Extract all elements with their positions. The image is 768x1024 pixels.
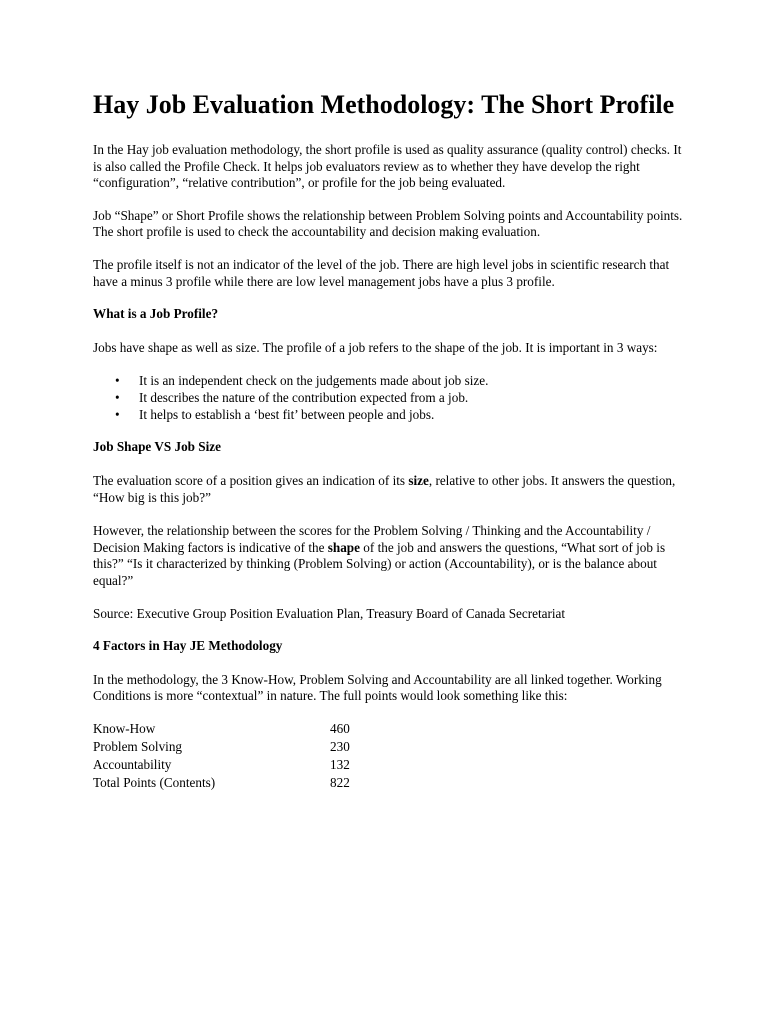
size-text-before: The evaluation score of a position gives an indication of its <box>93 472 409 488</box>
shape-text-after: of the job and answers the questions, “What sort of job is this?” “Is it characterized by thinking (Problem Solving) or action (Accountability), or is the balance about equal?” <box>93 539 666 588</box>
shape-paragraph <box>93 523 685 589</box>
shape-emphasis: shape <box>327 539 360 555</box>
size-emphasis: size <box>408 472 429 488</box>
four-factors-paragraph: In the methodology, the 3 Know-How, Problem Solving and Accountability are all linked together. Working Conditions is more “contextual” in nature. The full points would look something like this: <box>93 671 662 704</box>
intro-paragraph-1: In the Hay job evaluation methodology, the short profile is used as quality assurance (quality control) checks. It is also called the Profile Check. It helps job evaluators review as to whether they have develop the right “configuration”, “relative contribution”, or profile for the job being evaluated. <box>93 142 682 191</box>
list-item: • It is an independent check on the judgements made about job size. <box>93 372 685 389</box>
shape-text-before: However, the relationship between the scores for the Problem Solving / Thinking and the Accountability / Decision Making factors is indicative of the <box>93 523 651 555</box>
factor-label: Accountability <box>93 757 172 773</box>
list-item: • It helps to establish a ‘best fit’ between people and jobs. <box>93 406 685 423</box>
document-content <box>93 88 685 794</box>
section-heading-shape-vs-size: Job Shape VS Job Size <box>93 439 222 455</box>
list-item: • It describes the nature of the contribution expected from a job. <box>93 389 685 406</box>
intro-paragraph-3: The profile itself is not an indicator of the level of the job. There are high level jobs in scientific research that have a minus 3 profile while there are low level management jobs have a plus 3 profile. <box>93 256 670 289</box>
factor-label: Total Points (Contents) <box>93 775 216 791</box>
points-table <box>93 721 350 794</box>
size-paragraph <box>93 473 685 506</box>
table-row <box>93 757 350 775</box>
factor-points: 230 <box>330 739 350 755</box>
factor-points: 460 <box>330 720 350 736</box>
source-citation: Source: Executive Group Position Evaluation Plan, Treasury Board of Canada Secretariat <box>93 605 566 621</box>
table-row <box>93 775 350 793</box>
intro-paragraph-2: Job “Shape” or Short Profile shows the relationship between Problem Solving points and Accountability points. The short profile is used to check the accountability and decision making evaluation. <box>93 207 683 240</box>
job-profile-paragraph: Jobs have shape as well as size. The profile of a job refers to the shape of the job. It is important in 3 ways: <box>93 339 658 355</box>
factor-label: Know-How <box>93 720 156 736</box>
section-heading-job-profile: What is a Job Profile? <box>93 306 219 322</box>
table-row <box>93 721 350 739</box>
factor-points: 822 <box>330 775 350 791</box>
table-row <box>93 739 350 757</box>
factor-label: Problem Solving <box>93 739 183 755</box>
document-title: Hay Job Evaluation Methodology: The Short Profile <box>93 90 675 119</box>
size-text-after: , relative to other jobs. It answers the question, “How big is this job?” <box>93 472 676 505</box>
section-heading-four-factors: 4 Factors in Hay JE Methodology <box>93 638 283 654</box>
factor-points: 132 <box>330 757 350 773</box>
job-profile-bullet-list <box>93 372 685 423</box>
